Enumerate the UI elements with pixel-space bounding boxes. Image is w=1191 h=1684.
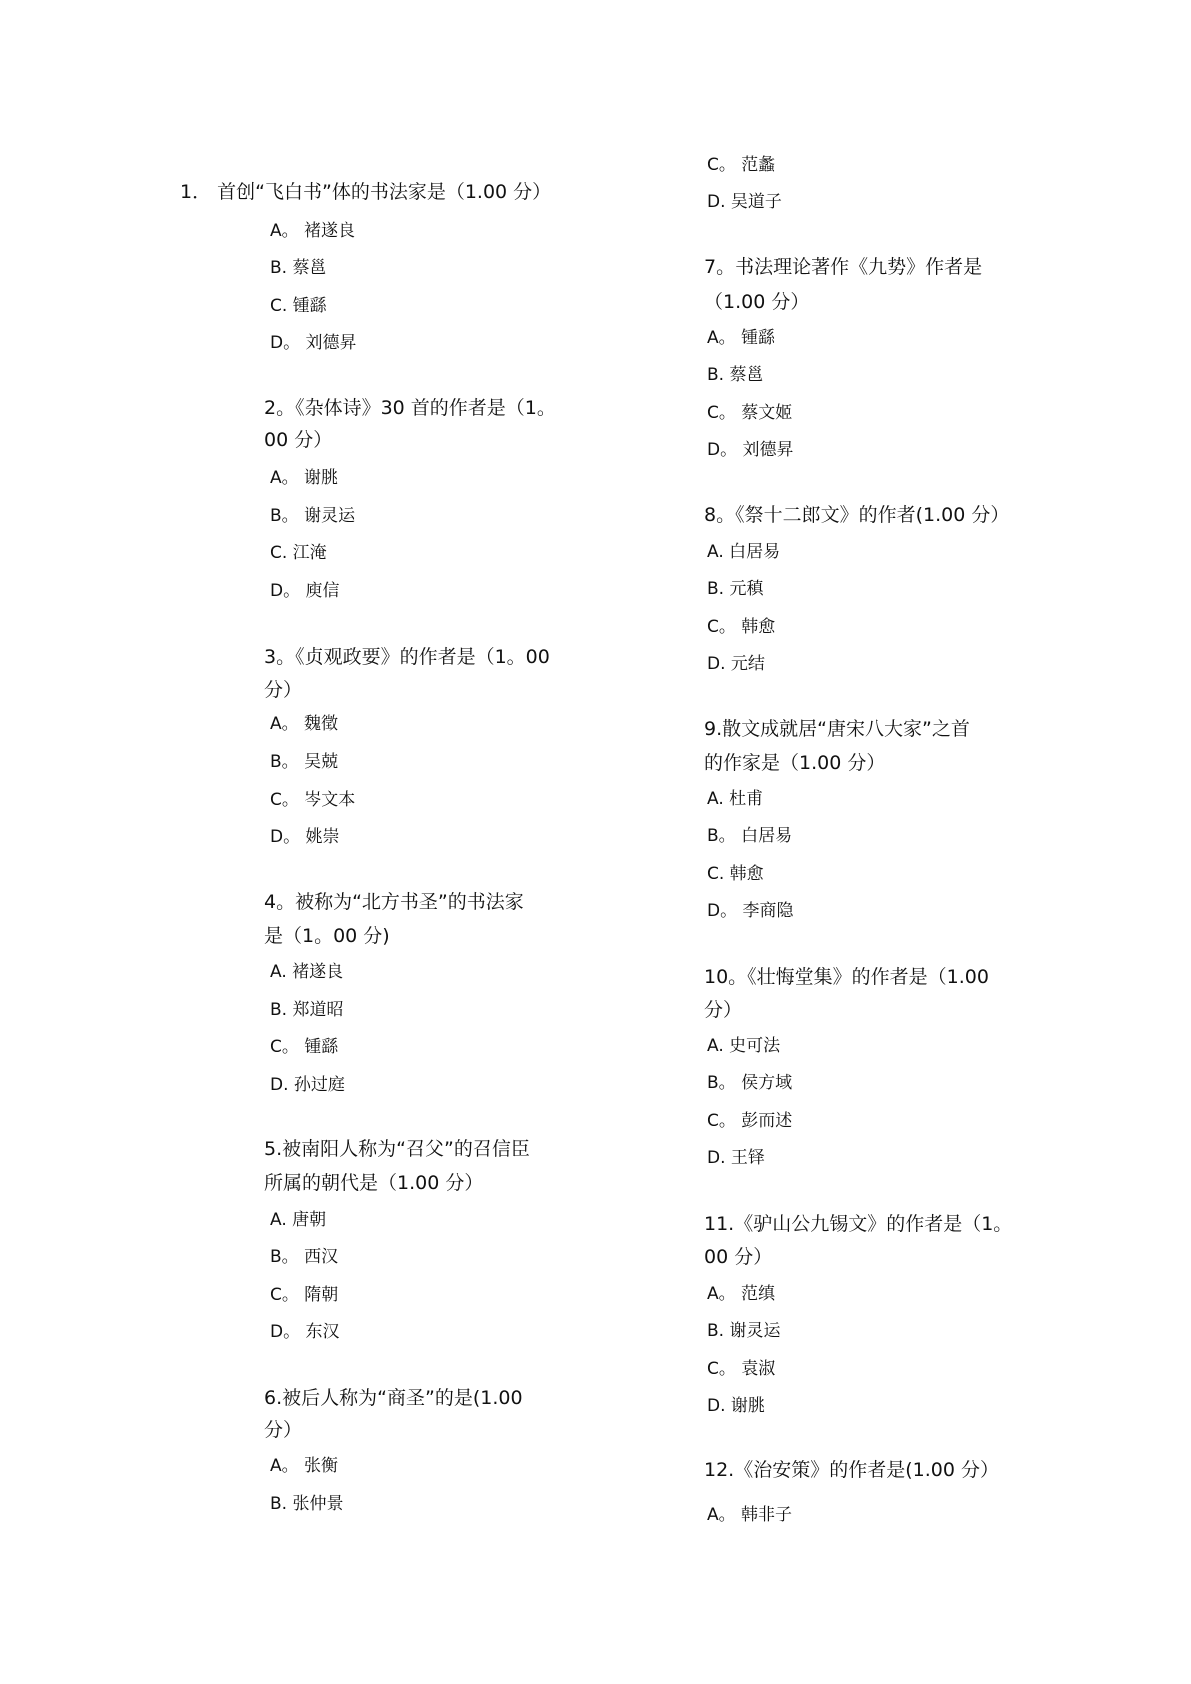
question-4-option-c: C。 锺繇 <box>270 1037 339 1057</box>
question-2-title: 2。《杂体诗》30 首的作者是（1。 <box>264 397 556 419</box>
question-8-option-a: A. 白居易 <box>707 542 781 562</box>
question-1-option-d: D。 刘德昇 <box>270 333 357 353</box>
question-3-title-cont: 分） <box>264 679 303 701</box>
question-6-option-b: B. 张仲景 <box>270 1494 344 1514</box>
question-5-option-d: D。 东汉 <box>270 1322 340 1342</box>
question-4-option-b: B. 郑道昭 <box>270 1000 344 1020</box>
question-2-title-cont: 00 分） <box>264 429 333 451</box>
question-5-option-b: B。 西汉 <box>270 1247 339 1267</box>
question-2-option-b: B。 谢灵运 <box>270 506 356 526</box>
question-2-option-c: C. 江淹 <box>270 543 327 563</box>
question-10-option-a: A. 史可法 <box>707 1036 781 1056</box>
question-4-title: 4。被称为“北方书圣”的书法家 <box>264 891 524 913</box>
question-8-option-d: D. 元结 <box>707 654 765 674</box>
question-4-title-cont: 是（1。00 分) <box>264 925 390 947</box>
question-9-option-b: B。 白居易 <box>707 826 793 846</box>
question-8-option-b: B. 元稹 <box>707 579 764 599</box>
question-7-option-b: B. 蔡邕 <box>707 365 764 385</box>
question-4-option-a: A. 褚遂良 <box>270 962 344 982</box>
question-1-option-c: C. 锺繇 <box>270 296 327 316</box>
question-6-title-cont: 分） <box>264 1419 303 1441</box>
question-11-option-b: B. 谢灵运 <box>707 1321 781 1341</box>
question-7-title: 7。书法理论著作《九势》作者是 <box>704 256 983 278</box>
question-11-option-a: A。 范缜 <box>707 1284 776 1304</box>
question-2-option-a: A。 谢朓 <box>270 468 339 488</box>
question-7-title-cont: （1.00 分） <box>704 291 810 313</box>
question-9-title-cont: 的作家是（1.00 分） <box>704 752 886 774</box>
question-5-option-c: C。 隋朝 <box>270 1285 339 1305</box>
question-3-title: 3。《贞观政要》的作者是（1。00 <box>264 646 550 668</box>
question-12-option-a: A。 韩非子 <box>707 1505 793 1525</box>
question-5-option-a: A. 唐朝 <box>270 1210 327 1230</box>
question-11-option-c: C。 袁淑 <box>707 1359 776 1379</box>
question-10-option-c: C。 彭而述 <box>707 1111 793 1131</box>
question-11-title-cont: 00 分） <box>704 1246 773 1268</box>
question-8-title: 8。《祭十二郎文》的作者(1.00 分） <box>704 504 1010 526</box>
question-7-option-d: D。 刘德昇 <box>707 440 794 460</box>
question-3-option-b: B。 吴兢 <box>270 752 339 772</box>
question-2-option-d: D。 庾信 <box>270 581 340 601</box>
question-4-option-d: D. 孙过庭 <box>270 1075 345 1095</box>
question-1-option-a: A。 褚遂良 <box>270 221 356 241</box>
question-5-title: 5.被南阳人称为“召父”的召信臣 <box>264 1138 530 1160</box>
question-10-option-d: D. 王铎 <box>707 1148 765 1168</box>
question-9-option-c: C. 韩愈 <box>707 864 764 884</box>
question-6-title: 6.被后人称为“商圣”的是(1.00 <box>264 1387 523 1409</box>
question-10-option-b: B。 侯方域 <box>707 1073 793 1093</box>
question-8-option-c: C。 韩愈 <box>707 617 776 637</box>
question-7-option-c: C。 蔡文姬 <box>707 403 793 423</box>
question-9-option-a: A. 杜甫 <box>707 789 764 809</box>
question-3-option-c: C。 岑文本 <box>270 790 356 810</box>
question-9-option-d: D。 李商隐 <box>707 901 794 921</box>
question-11-option-d: D. 谢朓 <box>707 1396 765 1416</box>
question-3-option-d: D。 姚崇 <box>270 827 340 847</box>
question-10-title: 10。《壮悔堂集》的作者是（1.00 <box>704 966 989 988</box>
question-9-title: 9.散文成就居“唐宋八大家”之首 <box>704 718 970 740</box>
question-6-option-c: C。 范蠡 <box>707 155 776 175</box>
question-3-option-a: A。 魏徵 <box>270 714 339 734</box>
question-1-option-b: B. 蔡邕 <box>270 258 327 278</box>
question-12-title: 12.《治安策》的作者是(1.00 分） <box>704 1459 999 1481</box>
question-5-title-cont: 所属的朝代是（1.00 分） <box>264 1172 484 1194</box>
question-7-option-a: A。 锺繇 <box>707 328 776 348</box>
question-1-title: 1． 首创“飞白书”体的书法家是（1.00 分） <box>180 181 552 203</box>
question-6-option-a: A。 张衡 <box>270 1456 339 1476</box>
question-11-title: 11.《驴山公九锡文》的作者是（1。 <box>704 1213 1013 1235</box>
question-6-option-d: D. 吴道子 <box>707 192 782 212</box>
question-10-title-cont: 分） <box>704 999 743 1021</box>
